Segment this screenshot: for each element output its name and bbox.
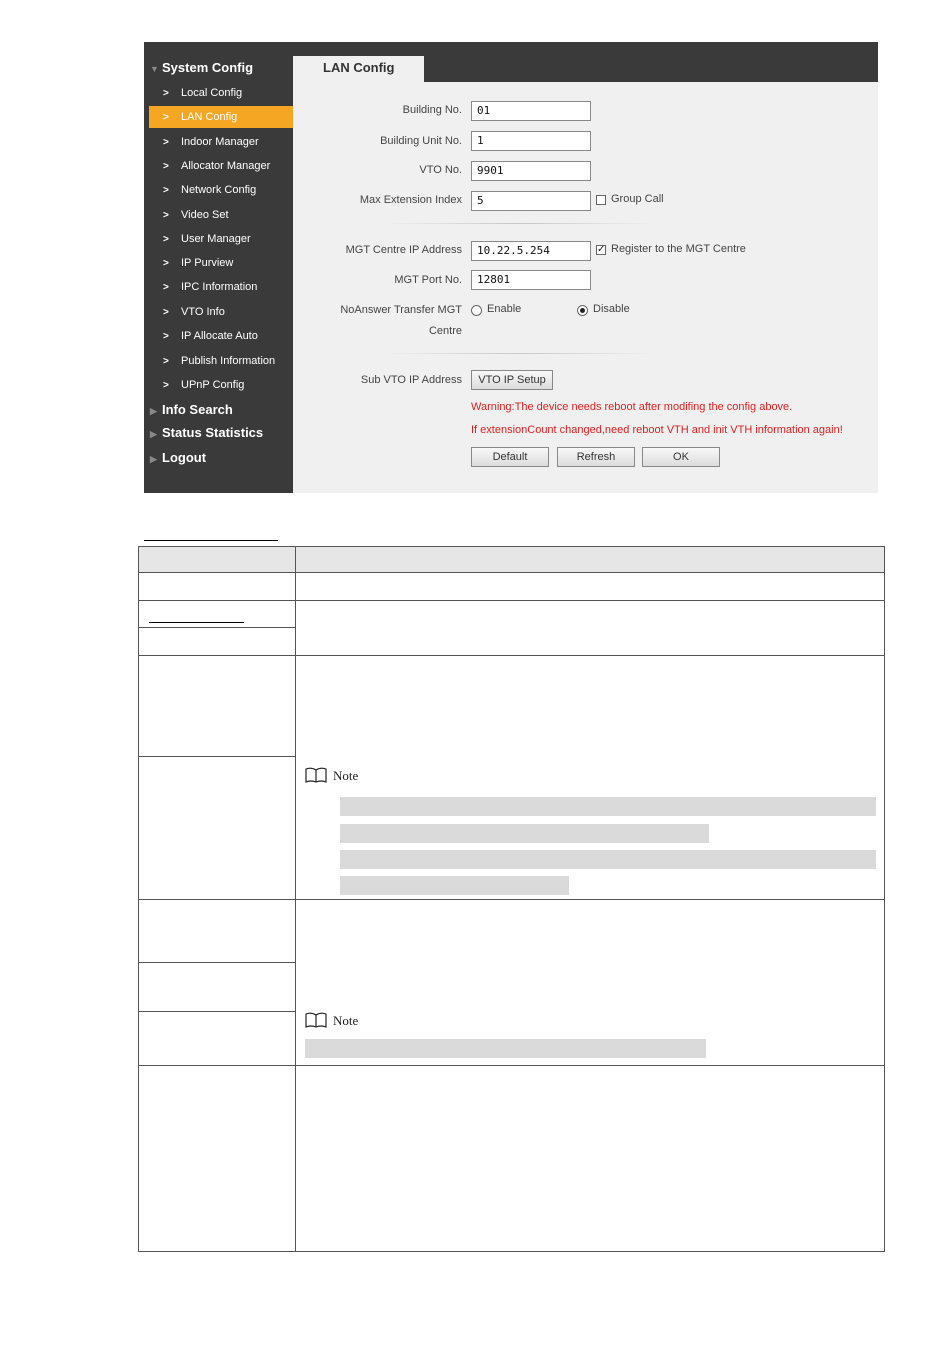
row-divider <box>139 962 295 963</box>
ok-button[interactable]: OK <box>642 447 720 467</box>
warning-reboot-text: Warning:The device needs reboot after modifing the config above. <box>471 401 793 413</box>
note-1: Note <box>305 767 358 784</box>
sidebar-group-logout[interactable]: ▶ Logout <box>150 448 206 468</box>
sidebar-item-ip-purview[interactable]: > IP Purview <box>149 252 293 274</box>
chevron-right-icon: > <box>163 331 169 342</box>
noanswer-label-line2: Centre <box>428 325 462 337</box>
parameter-underline <box>149 622 244 623</box>
building-unit-no-label: Building Unit No. <box>380 135 462 147</box>
refresh-button[interactable]: Refresh <box>557 447 635 467</box>
vto-no-label: VTO No. <box>419 164 462 176</box>
row-divider <box>139 1011 295 1012</box>
register-mgt-checkbox[interactable] <box>596 245 606 255</box>
mgt-port-input[interactable]: 12801 <box>471 270 591 290</box>
lan-config-screenshot <box>144 42 878 493</box>
sidebar-item-network-config[interactable]: > Network Config <box>149 179 293 201</box>
max-extension-index-label: Max Extension Index <box>359 194 462 206</box>
vto-no-input[interactable]: 9901 <box>471 161 591 181</box>
group-call-label: Group Call <box>611 193 664 205</box>
sidebar-item-allocator-manager[interactable]: > Allocator Manager <box>149 155 293 177</box>
sidebar-item-upnp-config[interactable]: > UPnP Config <box>149 374 293 396</box>
chevron-right-icon: > <box>163 356 169 367</box>
note-2-redacted-line <box>305 1039 706 1058</box>
building-no-label: Building No. <box>402 104 462 116</box>
row-divider <box>139 655 884 656</box>
chevron-right-icon: > <box>163 380 169 391</box>
register-mgt-label: Register to the MGT Centre <box>611 243 746 255</box>
expand-right-icon: ▶ <box>150 406 157 416</box>
chevron-right-icon: > <box>163 282 169 293</box>
mgt-ip-input[interactable]: 10.22.5.254 <box>471 241 591 261</box>
building-unit-no-input[interactable]: 1 <box>471 131 591 151</box>
row-divider <box>139 1065 884 1066</box>
chevron-right-icon: > <box>163 161 169 172</box>
sidebar-item-lan-config[interactable]: > LAN Config <box>149 106 293 128</box>
expand-right-icon: ▶ <box>150 454 157 464</box>
sidebar-item-vto-info[interactable]: > VTO Info <box>149 301 293 323</box>
note-1-redacted-line <box>340 797 876 816</box>
sidebar-item-indoor-manager[interactable]: > Indoor Manager <box>149 131 293 153</box>
section-divider <box>384 223 654 224</box>
chevron-right-icon: > <box>163 112 169 123</box>
row-divider <box>139 627 295 628</box>
sidebar-group-system-config[interactable]: ▼ System Config <box>150 58 253 78</box>
sidebar-item-ip-allocate-auto[interactable]: > IP Allocate Auto <box>149 325 293 347</box>
note-book-icon <box>305 767 327 783</box>
warning-extension-text: If extensionCount changed,need reboot VTH and init VTH information again! <box>471 424 843 436</box>
note-2: Note <box>305 1012 358 1029</box>
sidebar-item-user-manager[interactable]: > User Manager <box>149 228 293 250</box>
tab-lan-config[interactable]: LAN Config <box>293 56 424 82</box>
chevron-right-icon: > <box>163 258 169 269</box>
sidebar-group-status-statistics[interactable]: ▶ Status Statistics <box>150 423 263 443</box>
chevron-right-icon: > <box>163 137 169 148</box>
chevron-right-icon: > <box>163 234 169 245</box>
noanswer-label-line1: NoAnswer Transfer MGT <box>340 304 462 316</box>
chevron-right-icon: > <box>163 307 169 318</box>
mgt-port-label: MGT Port No. <box>394 274 462 286</box>
note-1-redacted-line <box>340 850 876 869</box>
note-1-redacted-line <box>340 876 569 895</box>
expand-down-icon: ▼ <box>150 64 159 74</box>
note-1-redacted-line <box>340 824 709 843</box>
check-icon: ✓ <box>597 244 606 255</box>
vto-ip-setup-button[interactable]: VTO IP Setup <box>471 370 553 390</box>
mgt-ip-label: MGT Centre IP Address <box>345 244 462 256</box>
noanswer-enable-radio[interactable] <box>471 305 482 316</box>
default-button[interactable]: Default <box>471 447 549 467</box>
noanswer-enable-label: Enable <box>487 303 522 315</box>
sidebar-item-ipc-information[interactable]: > IPC Information <box>149 276 293 298</box>
group-call-checkbox[interactable] <box>596 195 606 205</box>
sidebar <box>144 42 293 493</box>
sidebar-item-video-set[interactable]: > Video Set <box>149 204 293 226</box>
sidebar-group-info-search[interactable]: ▶ Info Search <box>150 400 233 420</box>
caption-underline <box>144 540 278 541</box>
parameter-table <box>138 546 885 1252</box>
row-divider <box>139 899 884 900</box>
sub-vto-label: Sub VTO IP Address <box>360 374 462 386</box>
building-no-input[interactable]: 01 <box>471 101 591 121</box>
section-divider <box>384 353 654 354</box>
table-header-row <box>139 547 884 573</box>
expand-right-icon: ▶ <box>150 429 157 439</box>
max-extension-index-input[interactable]: 5 <box>471 191 591 211</box>
note-book-icon <box>305 1012 327 1028</box>
sidebar-item-local-config[interactable]: > Local Config <box>149 82 293 104</box>
row-divider <box>139 600 884 601</box>
chevron-right-icon: > <box>163 210 169 221</box>
noanswer-disable-radio[interactable] <box>577 305 588 316</box>
sidebar-item-publish-information[interactable]: > Publish Information <box>149 350 293 372</box>
chevron-right-icon: > <box>163 88 169 99</box>
row-divider <box>139 756 295 757</box>
chevron-right-icon: > <box>163 185 169 196</box>
noanswer-disable-label: Disable <box>593 303 630 315</box>
